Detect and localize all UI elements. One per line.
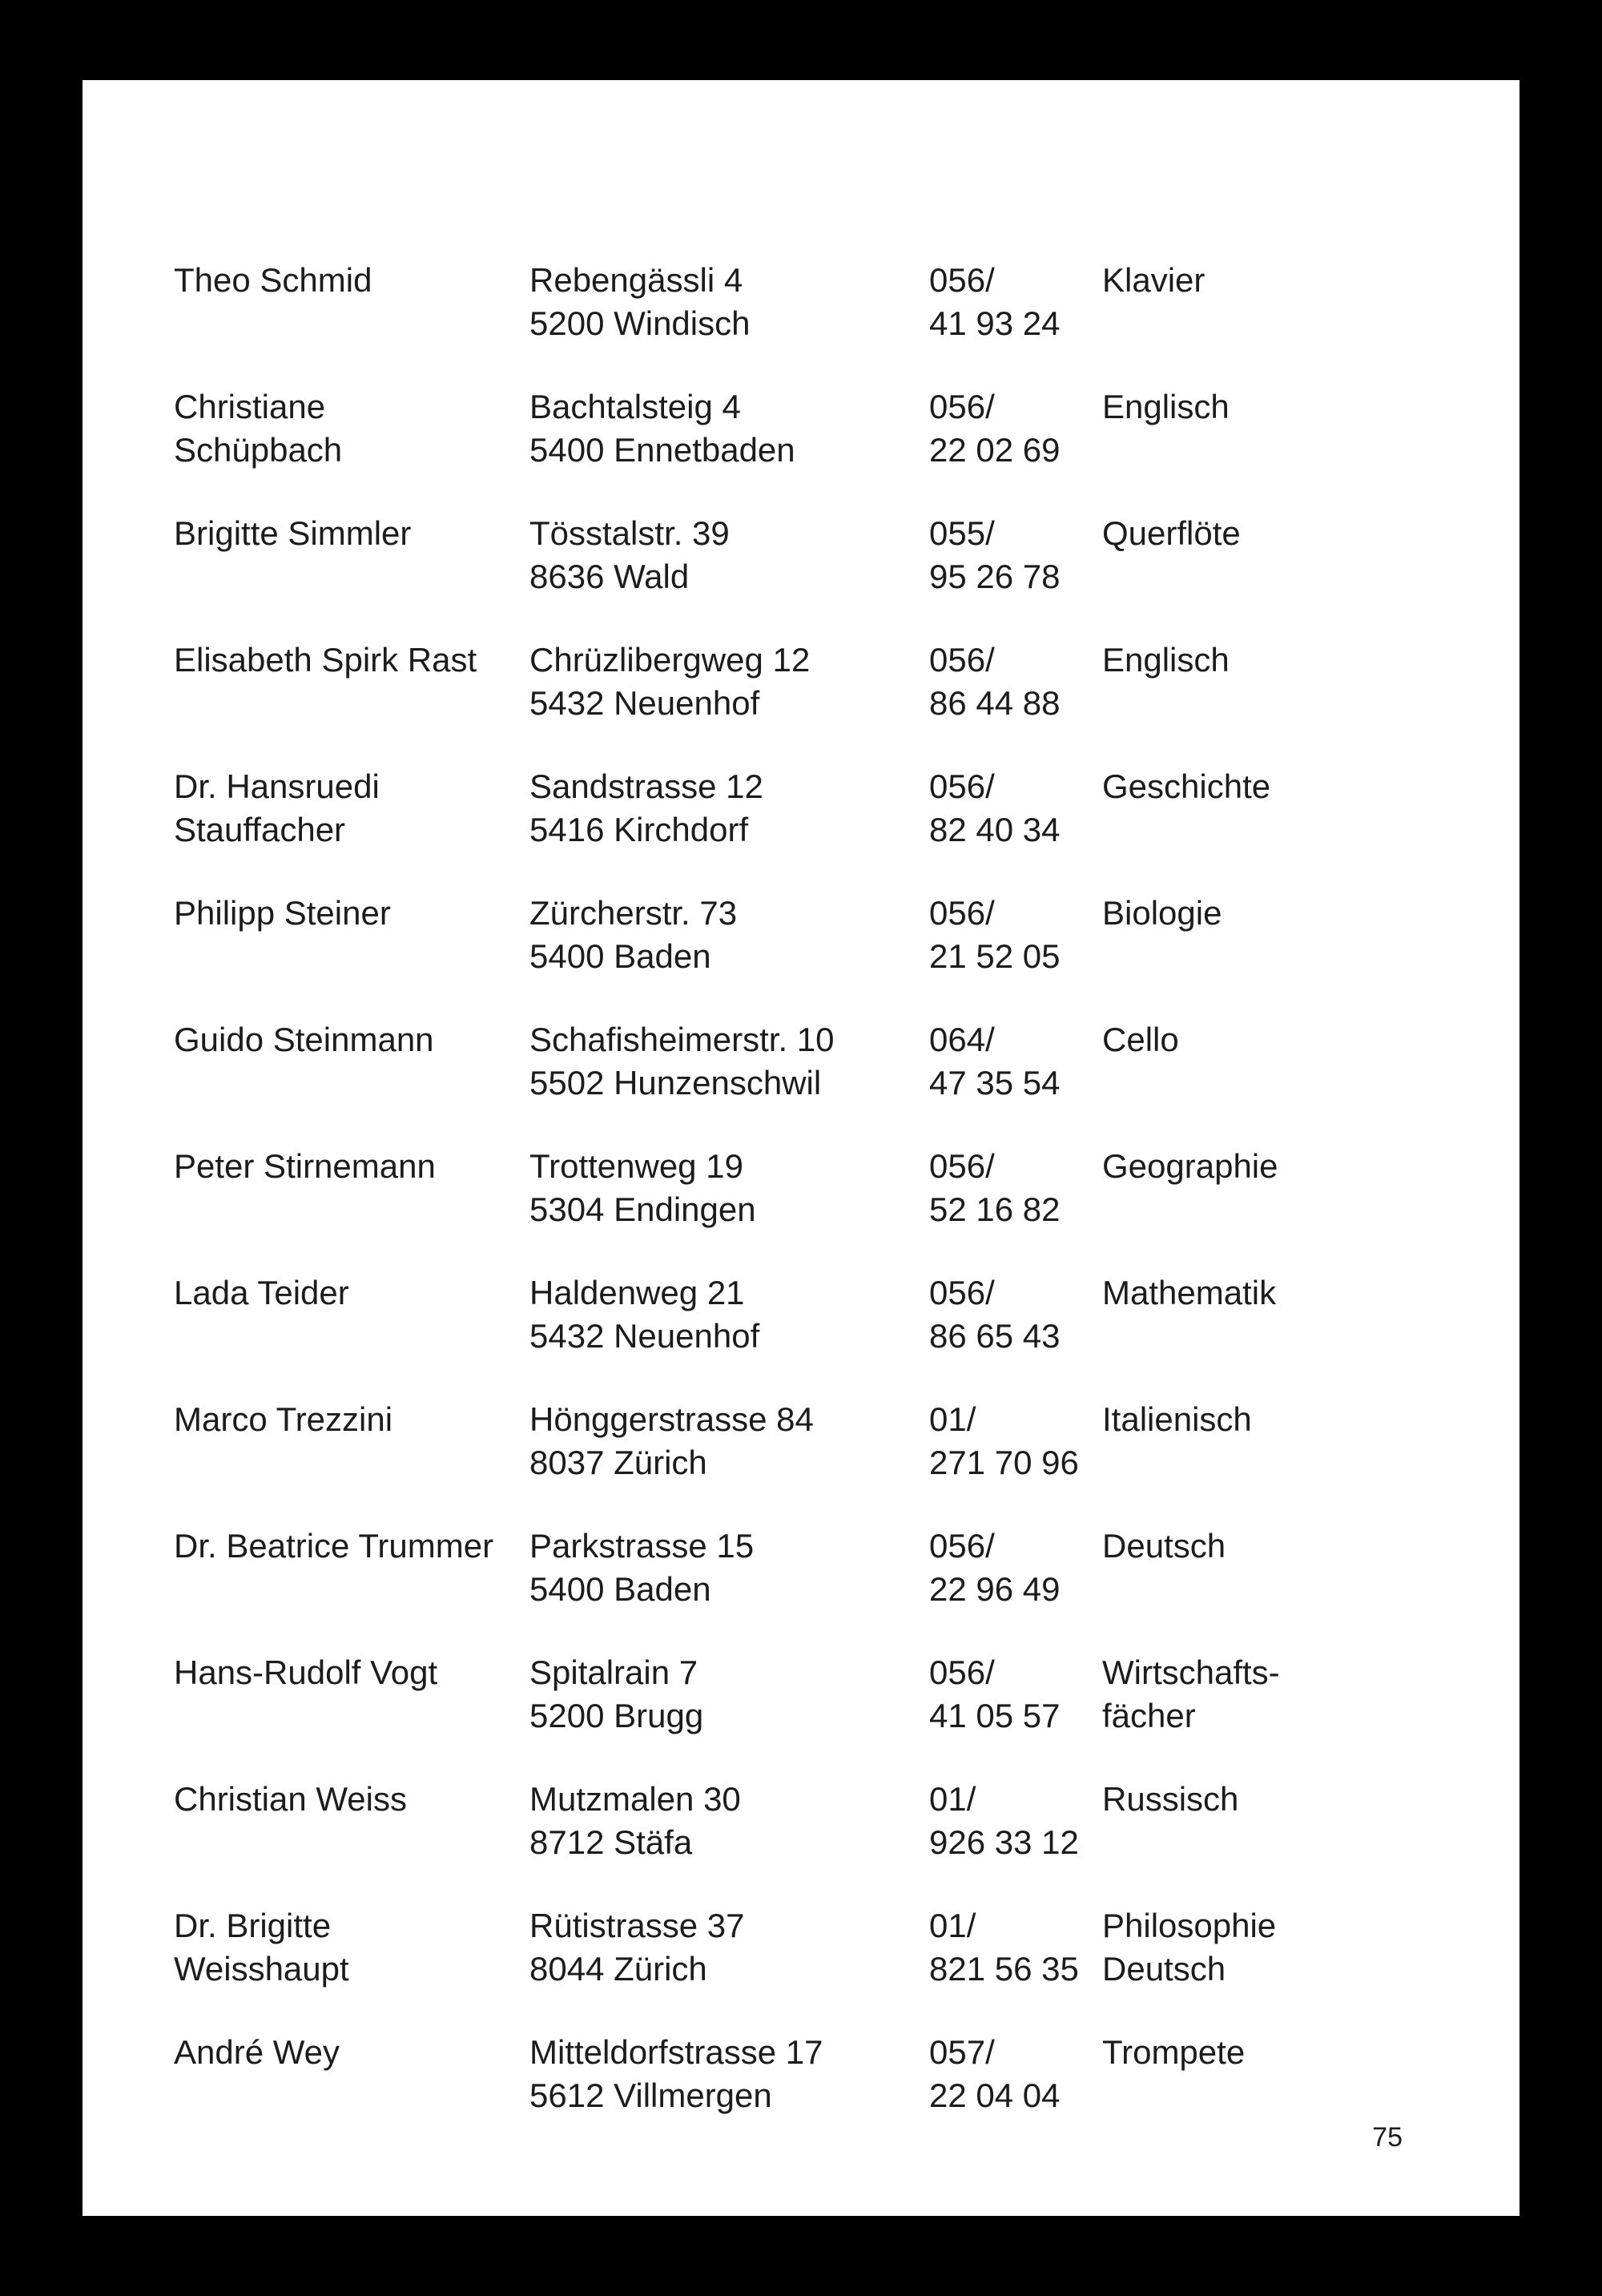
- entry-address-line: 5612 Villmergen: [529, 2076, 772, 2114]
- entry-address: [529, 1145, 914, 1231]
- entry-address-line: Rütistrasse 37: [529, 1907, 745, 1944]
- directory-entry: [83, 512, 1519, 624]
- entry-subject: [1102, 1271, 1439, 1315]
- entry-address: [529, 1525, 914, 1611]
- entry-address-line: 8712 Stäfa: [529, 1823, 693, 1861]
- entry-phone-line: 22 96 49: [929, 1570, 1061, 1608]
- directory-entry: [83, 1145, 1519, 1257]
- entry-address: [529, 512, 914, 598]
- directory-entry: [83, 638, 1519, 751]
- entry-address-line: Haldenweg 21: [529, 1274, 745, 1311]
- entry-subject-line: Geographie: [1102, 1147, 1278, 1185]
- entry-phone: [929, 1651, 1102, 1738]
- entry-address: [529, 1904, 914, 1991]
- entry-subject: [1102, 892, 1439, 935]
- entry-name-line: Weisshaupt: [174, 1950, 349, 1988]
- entry-address-line: Rebengässli 4: [529, 261, 743, 299]
- entry-address: [529, 1271, 914, 1358]
- entry-address: [529, 765, 914, 852]
- entry-phone: [929, 638, 1102, 725]
- entry-subject-line: Cello: [1102, 1021, 1179, 1058]
- entry-address: [529, 892, 914, 978]
- entry-name-line: Marco Trezzini: [174, 1400, 393, 1438]
- entry-address: [529, 1018, 914, 1105]
- entry-name: [174, 1904, 534, 1991]
- entry-name-line: Brigitte Simmler: [174, 514, 412, 552]
- entry-phone-line: 21 52 05: [929, 937, 1061, 975]
- entry-phone-line: 926 33 12: [929, 1823, 1079, 1861]
- entry-subject-line: Geschichte: [1102, 767, 1271, 805]
- entry-subject-line: Deutsch: [1102, 1527, 1226, 1565]
- directory-entry: [83, 1018, 1519, 1130]
- entry-phone: [929, 512, 1102, 598]
- entry-phone: [929, 892, 1102, 978]
- entry-address-line: Zürcherstr. 73: [529, 894, 738, 932]
- entry-address-line: Hönggerstrasse 84: [529, 1400, 814, 1438]
- entry-subject: [1102, 1398, 1439, 1441]
- entry-subject: [1102, 765, 1439, 808]
- entry-address-line: Schafisheimerstr. 10: [529, 1021, 835, 1058]
- entry-address-line: 5416 Kirchdorf: [529, 811, 749, 848]
- directory-entry: [83, 892, 1519, 1004]
- entry-address-line: 5432 Neuenhof: [529, 684, 760, 722]
- entry-phone-line: 064/: [929, 1021, 995, 1058]
- entry-phone-line: 01/: [929, 1907, 976, 1944]
- entry-subject-line: Querflöte: [1102, 514, 1241, 552]
- entry-phone-line: 056/: [929, 388, 995, 425]
- entry-phone-line: 41 93 24: [929, 304, 1061, 342]
- entry-phone: [929, 1778, 1102, 1864]
- entry-name: [174, 892, 534, 935]
- entry-name-line: Elisabeth Spirk Rast: [174, 641, 477, 679]
- entry-address-line: 5400 Ennetbaden: [529, 431, 795, 469]
- entry-subject-line: fächer: [1102, 1697, 1196, 1734]
- entry-name: [174, 385, 534, 472]
- entry-subject: [1102, 1145, 1439, 1188]
- entry-phone: [929, 385, 1102, 472]
- entry-address: [529, 638, 914, 725]
- entry-phone: [929, 2031, 1102, 2117]
- entry-name: [174, 2031, 534, 2074]
- entry-address-line: Parkstrasse 15: [529, 1527, 755, 1565]
- entry-subject: [1102, 512, 1439, 555]
- document-page: [83, 80, 1519, 2216]
- entry-subject-line: Russisch: [1102, 1780, 1239, 1818]
- entry-subject-line: Philosophie: [1102, 1907, 1277, 1944]
- entry-address-line: 5200 Windisch: [529, 304, 751, 342]
- entry-subject-line: Deutsch: [1102, 1950, 1226, 1988]
- directory-entry: [83, 1525, 1519, 1637]
- entry-address: [529, 2031, 914, 2117]
- entry-phone: [929, 765, 1102, 852]
- entry-name: [174, 765, 534, 852]
- entry-name: [174, 1018, 534, 1061]
- entry-subject: [1102, 1778, 1439, 1821]
- directory-entry: [83, 1651, 1519, 1763]
- entry-address-line: 5400 Baden: [529, 937, 711, 975]
- entry-name: [174, 259, 534, 302]
- directory-entry: [83, 259, 1519, 371]
- entry-address-line: Mutzmalen 30: [529, 1780, 741, 1818]
- entry-name-line: Dr. Hansruedi: [174, 767, 380, 805]
- entry-address-line: 5432 Neuenhof: [529, 1317, 760, 1355]
- entry-address-line: 5400 Baden: [529, 1570, 711, 1608]
- entry-address: [529, 1778, 914, 1864]
- directory-entry: [83, 1271, 1519, 1384]
- entry-phone-line: 056/: [929, 1527, 995, 1565]
- entry-phone: [929, 259, 1102, 345]
- entry-phone: [929, 1145, 1102, 1231]
- entry-name-line: Philipp Steiner: [174, 894, 391, 932]
- entry-phone-line: 95 26 78: [929, 558, 1061, 595]
- entry-phone: [929, 1904, 1102, 1991]
- entry-address-line: Tösstalstr. 39: [529, 514, 730, 552]
- entry-address-line: Trottenweg 19: [529, 1147, 743, 1185]
- entry-address-line: Chrüzlibergweg 12: [529, 641, 811, 679]
- entry-phone-line: 055/: [929, 514, 995, 552]
- entry-phone-line: 01/: [929, 1400, 976, 1438]
- entry-address-line: 5304 Endingen: [529, 1190, 756, 1228]
- entry-subject: [1102, 1525, 1439, 1568]
- entry-subject: [1102, 385, 1439, 429]
- entry-address-line: 8044 Zürich: [529, 1950, 707, 1988]
- entry-address-line: 8636 Wald: [529, 558, 690, 595]
- entry-phone-line: 22 04 04: [929, 2076, 1061, 2114]
- entry-phone: [929, 1398, 1102, 1484]
- entry-name-line: Guido Steinmann: [174, 1021, 434, 1058]
- entry-address: [529, 385, 914, 472]
- directory-entry: [83, 385, 1519, 497]
- entry-name-line: Theo Schmid: [174, 261, 372, 299]
- entry-subject-line: Biologie: [1102, 894, 1222, 932]
- entry-subject: [1102, 638, 1439, 682]
- entry-name: [174, 1525, 534, 1568]
- entry-subject: [1102, 1018, 1439, 1061]
- entry-address-line: 5200 Brugg: [529, 1697, 704, 1734]
- entry-phone-line: 056/: [929, 894, 995, 932]
- entry-phone-line: 22 02 69: [929, 431, 1061, 469]
- entry-name-line: Dr. Beatrice Trummer: [174, 1527, 494, 1565]
- entry-name: [174, 1145, 534, 1188]
- entry-phone-line: 271 70 96: [929, 1444, 1079, 1481]
- entry-address-line: Sandstrasse 12: [529, 767, 763, 805]
- entry-phone-line: 056/: [929, 261, 995, 299]
- entry-phone-line: 056/: [929, 641, 995, 679]
- entry-address: [529, 259, 914, 345]
- directory-entry: [83, 1778, 1519, 1890]
- entry-name-line: Lada Teider: [174, 1274, 349, 1311]
- directory-entry: [83, 765, 1519, 877]
- entry-subject-line: Wirtschafts-: [1102, 1654, 1280, 1691]
- entry-phone-line: 86 65 43: [929, 1317, 1061, 1355]
- entry-address-line: 8037 Zürich: [529, 1444, 707, 1481]
- entry-phone-line: 52 16 82: [929, 1190, 1061, 1228]
- entry-name-line: Stauffacher: [174, 811, 346, 848]
- entry-subject-line: Klavier: [1102, 261, 1206, 299]
- entry-phone: [929, 1525, 1102, 1611]
- entry-phone-line: 056/: [929, 1654, 995, 1691]
- entry-phone-line: 821 56 35: [929, 1950, 1079, 1988]
- entry-name-line: Schüpbach: [174, 431, 343, 469]
- entry-subject: [1102, 1904, 1439, 1991]
- entry-address: [529, 1398, 914, 1484]
- entry-phone-line: 057/: [929, 2033, 995, 2071]
- entry-phone-line: 056/: [929, 767, 995, 805]
- entry-address-line: 5502 Hunzenschwil: [529, 1064, 822, 1102]
- entry-phone: [929, 1018, 1102, 1105]
- entry-phone-line: 056/: [929, 1147, 995, 1185]
- entry-name: [174, 1398, 534, 1441]
- entry-name-line: André Wey: [174, 2033, 340, 2071]
- entry-name-line: Peter Stirnemann: [174, 1147, 436, 1185]
- entry-phone-line: 47 35 54: [929, 1064, 1061, 1102]
- entry-name: [174, 1271, 534, 1315]
- entry-subject-line: Mathematik: [1102, 1274, 1277, 1311]
- entry-name-line: Christian Weiss: [174, 1780, 407, 1818]
- entry-name: [174, 1651, 534, 1694]
- entry-subject-line: Italienisch: [1102, 1400, 1252, 1438]
- entry-subject-line: Englisch: [1102, 388, 1230, 425]
- entry-name-line: Christiane: [174, 388, 326, 425]
- directory-entry: [83, 2031, 1519, 2143]
- entry-name: [174, 638, 534, 682]
- entry-address-line: Bachtalsteig 4: [529, 388, 741, 425]
- entry-phone-line: 82 40 34: [929, 811, 1061, 848]
- entry-name-line: Dr. Brigitte: [174, 1907, 332, 1944]
- entry-address-line: Mitteldorfstrasse 17: [529, 2033, 823, 2071]
- page-number: 75: [1372, 2122, 1403, 2153]
- entry-name: [174, 512, 534, 555]
- entry-name: [174, 1778, 534, 1821]
- entry-address-line: Spitalrain 7: [529, 1654, 698, 1691]
- entry-subject: [1102, 1651, 1439, 1738]
- entry-phone-line: 01/: [929, 1780, 976, 1818]
- directory-entry: [83, 1904, 1519, 2016]
- entry-subject-line: Englisch: [1102, 641, 1230, 679]
- entry-phone-line: 056/: [929, 1274, 995, 1311]
- entry-subject-line: Trompete: [1102, 2033, 1246, 2071]
- entry-phone-line: 41 05 57: [929, 1697, 1061, 1734]
- entry-subject: [1102, 259, 1439, 302]
- entry-phone-line: 86 44 88: [929, 684, 1061, 722]
- entry-phone: [929, 1271, 1102, 1358]
- entry-subject: [1102, 2031, 1439, 2074]
- entry-name-line: Hans-Rudolf Vogt: [174, 1654, 438, 1691]
- entry-address: [529, 1651, 914, 1738]
- directory-entry: [83, 1398, 1519, 1510]
